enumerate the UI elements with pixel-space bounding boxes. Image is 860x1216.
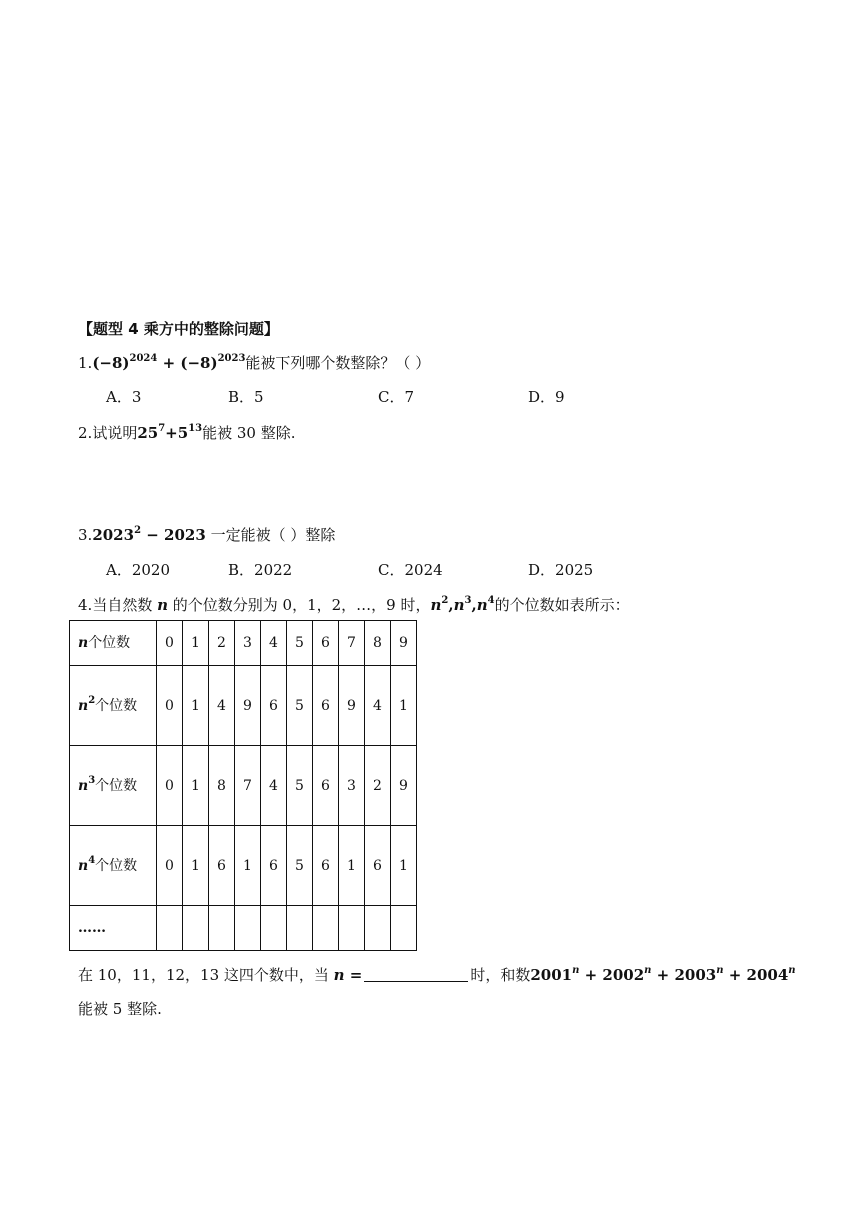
table-cell: 5	[287, 621, 313, 666]
table-cell: 7	[339, 621, 365, 666]
table-cell: 6	[261, 826, 287, 906]
q2-expression: $25^7+5^{13}$	[137, 423, 203, 442]
question-3	[78, 524, 335, 546]
q3-expression: $2023^2 - 2023$	[92, 525, 206, 544]
table-cell: 6	[313, 621, 339, 666]
q4-follow-up: 在 10，11，12，13 这四个数中，当 n = 时，和数$2001^n + 2002^n + 2003^n + 2004^n$	[78, 965, 796, 984]
row-label-ellipsis: ……	[70, 906, 157, 951]
table-row	[70, 621, 417, 666]
q2-text: 能被 30 整除.	[202, 424, 296, 442]
q1-option-a: A．3	[106, 388, 142, 406]
question-2	[78, 422, 296, 444]
table-cell: 3	[235, 621, 261, 666]
table-cell: 0	[157, 746, 183, 826]
table-cell: 2	[365, 746, 391, 826]
q1-option-d: D．9	[528, 388, 565, 406]
q4-follow-up-end: 能被 5 整除.	[78, 1000, 162, 1018]
table-row	[70, 666, 417, 746]
table-cell: 9	[391, 746, 417, 826]
q3-option-a: A．2020	[106, 561, 171, 579]
row-label: n个位数	[70, 621, 157, 666]
table-cell	[183, 906, 209, 951]
units-digit-table	[69, 620, 417, 951]
q4-var: n	[157, 596, 168, 614]
table-cell: 2	[209, 621, 235, 666]
table-cell: 1	[183, 746, 209, 826]
table-cell: 6	[313, 666, 339, 746]
table-cell: 1	[183, 666, 209, 746]
table-cell: 6	[313, 826, 339, 906]
section-title: 【题型 4 乘方中的整除问题】	[78, 320, 279, 338]
row-label: $n^3$个位数	[70, 746, 157, 826]
table-cell: 4	[209, 666, 235, 746]
table-cell: 8	[365, 621, 391, 666]
table-cell: 9	[235, 666, 261, 746]
table-cell: 4	[261, 621, 287, 666]
table-cell: 1	[183, 621, 209, 666]
table-cell	[235, 906, 261, 951]
q1-text: 能被下列哪个数整除？（ ）	[245, 354, 431, 372]
table-cell: 0	[157, 826, 183, 906]
q3-text: 一定能被（ ）整除	[205, 526, 336, 544]
table-cell	[261, 906, 287, 951]
q2-number: 2.	[78, 424, 93, 442]
answer-blank[interactable]	[364, 965, 468, 982]
table-cell: 3	[339, 746, 365, 826]
q1-expression: $(-8)^{2024} + (-8)^{2023}$	[92, 353, 246, 372]
table-cell	[365, 906, 391, 951]
row-label: $n^2$个位数	[70, 666, 157, 746]
table-cell: 1	[391, 666, 417, 746]
table-cell: 6	[209, 826, 235, 906]
q4-powers: $n^2,n^3,n^4$	[430, 595, 495, 614]
q2-lead: 试说明	[92, 424, 138, 442]
question-1	[78, 352, 430, 374]
row-label: $n^4$个位数	[70, 826, 157, 906]
table-cell: 9	[339, 666, 365, 746]
table-cell: 0	[157, 621, 183, 666]
table-cell	[209, 906, 235, 951]
table-cell	[339, 906, 365, 951]
table-cell: 0	[157, 666, 183, 746]
table-cell: 5	[287, 826, 313, 906]
question-4: 4.当自然数 n 的个位数分别为 0，1，2，…，9 时，$n^2,n^3,n^4$的个位数如表所示：	[78, 595, 630, 614]
q3-option-c: C．2024	[378, 561, 443, 579]
q3-number: 3.	[78, 526, 93, 544]
q1-option-b: B．5	[228, 388, 264, 406]
q4-sum-expression: $2001^n + 2002^n + 2003^n + 2004^n$	[530, 965, 796, 984]
table-cell: 6	[261, 666, 287, 746]
table-cell: 9	[391, 621, 417, 666]
table-cell	[313, 906, 339, 951]
q1-option-c: C．7	[378, 388, 415, 406]
table-cell: 1	[391, 826, 417, 906]
q1-number: 1.	[78, 354, 93, 372]
table-cell: 4	[365, 666, 391, 746]
table-cell: 6	[313, 746, 339, 826]
table-cell	[287, 906, 313, 951]
table-cell	[157, 906, 183, 951]
table-cell: 5	[287, 666, 313, 746]
table-cell: 7	[235, 746, 261, 826]
q3-option-d: D．2025	[528, 561, 594, 579]
table-cell: 1	[183, 826, 209, 906]
table-cell: 5	[287, 746, 313, 826]
table-row	[70, 746, 417, 826]
table-cell	[391, 906, 417, 951]
table-cell: 1	[339, 826, 365, 906]
table-row	[70, 826, 417, 906]
q4-follow-var: n =	[333, 966, 363, 984]
table-cell: 8	[209, 746, 235, 826]
table-row	[70, 906, 417, 951]
q4-number: 4.	[78, 596, 93, 614]
table-cell: 6	[365, 826, 391, 906]
table-cell: 1	[235, 826, 261, 906]
q3-option-b: B．2022	[228, 561, 293, 579]
table-cell: 4	[261, 746, 287, 826]
